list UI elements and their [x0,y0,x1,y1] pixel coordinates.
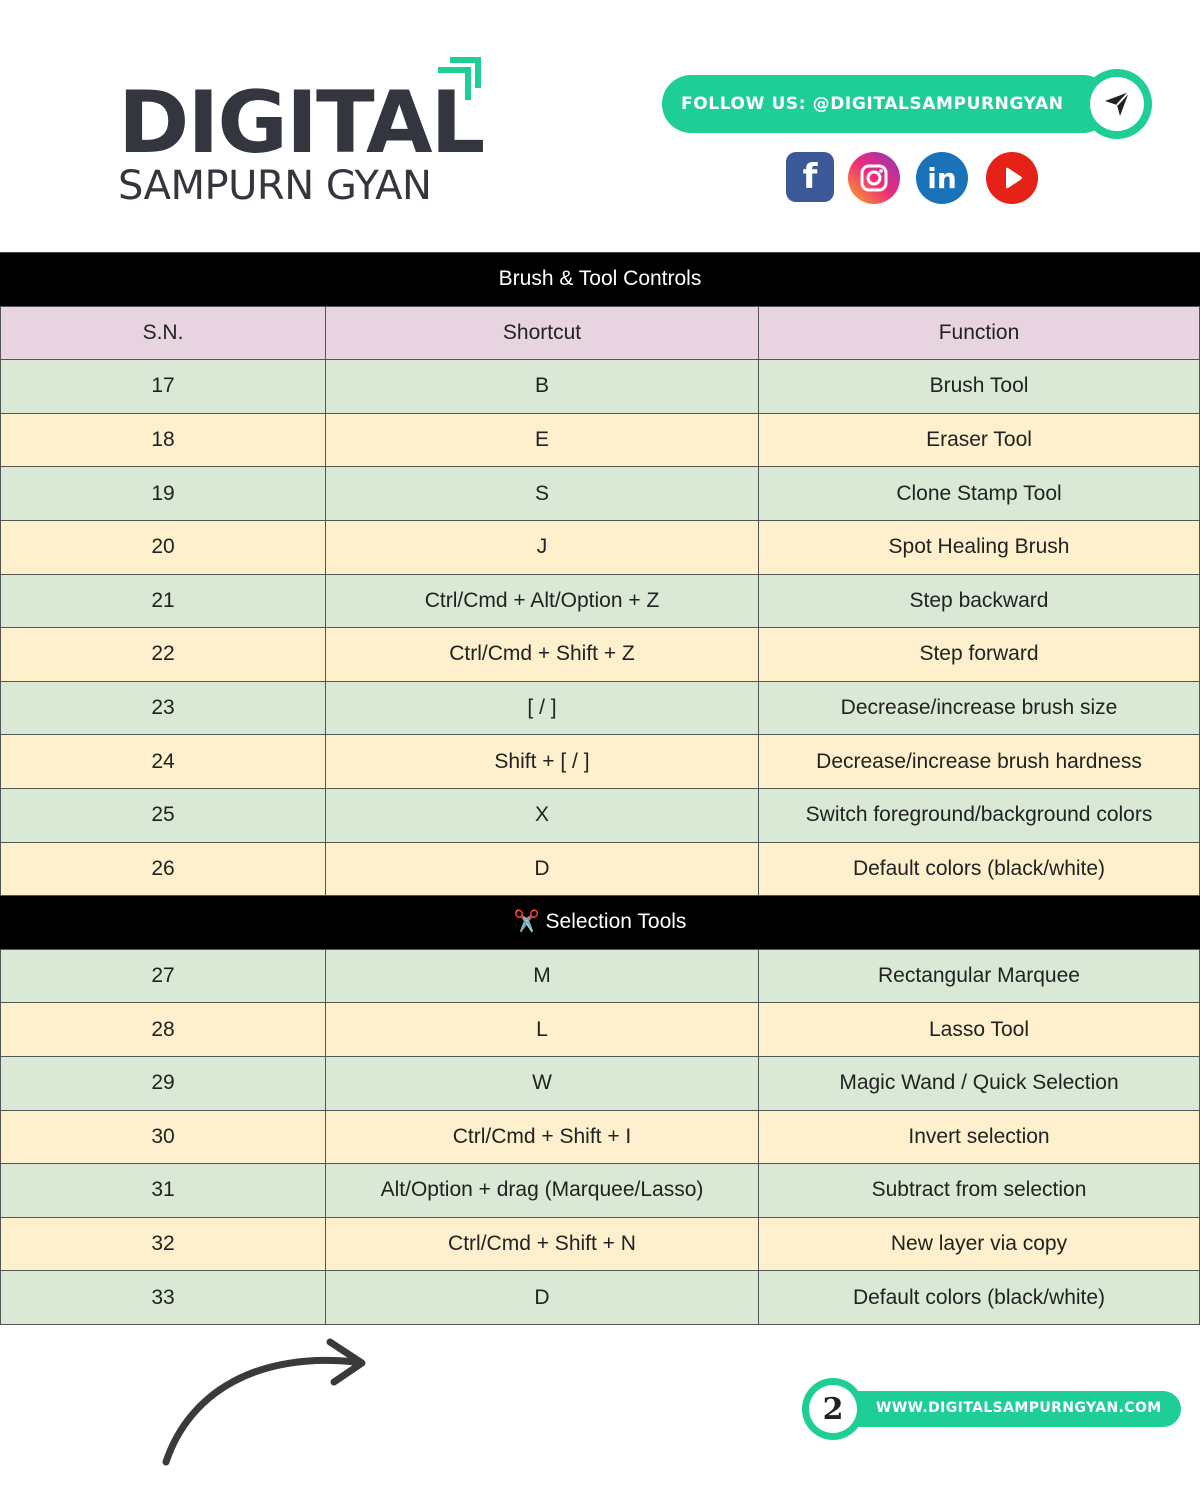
footer-badge[interactable] [800,1378,1185,1440]
table-row [0,843,1200,897]
row-function: Decrease/increase brush hardness [759,735,1200,788]
section-title: Brush & Tool Controls [498,267,702,291]
logo-subtitle: SAMPURN GYAN [118,163,432,209]
row-sn: 33 [0,1271,326,1324]
row-sn: 17 [0,360,326,413]
row-function: Switch foreground/background colors [759,789,1200,842]
row-shortcut: W [326,1057,759,1110]
row-function: Spot Healing Brush [759,521,1200,574]
row-function: Brush Tool [759,360,1200,413]
youtube-icon[interactable] [986,152,1038,204]
table-row [0,1003,1200,1057]
row-function: Default colors (black/white) [759,843,1200,896]
row-function: Step forward [759,628,1200,681]
follow-button[interactable] [1082,69,1152,139]
column-header-function: Function [759,307,1200,360]
row-shortcut: Alt/Option + drag (Marquee/Lasso) [326,1164,759,1217]
row-shortcut: L [326,1003,759,1056]
row-function: Lasso Tool [759,1003,1200,1056]
logo-wordmark: DIGITAL [118,73,484,173]
row-function: Clone Stamp Tool [759,467,1200,520]
brand-logo [116,60,496,210]
page-number-badge [802,1378,864,1440]
table-row [0,521,1200,575]
row-shortcut: Ctrl/Cmd + Shift + Z [326,628,759,681]
row-sn: 23 [0,682,326,735]
row-sn: 26 [0,843,326,896]
table-row [0,1111,1200,1165]
row-sn: 22 [0,628,326,681]
row-function: Eraser Tool [759,414,1200,467]
row-function: Default colors (black/white) [759,1271,1200,1324]
table-row [0,682,1200,736]
row-function: Step backward [759,575,1200,628]
section2-body [0,950,1200,1325]
growth-arrow-icon [428,56,484,104]
row-shortcut: D [326,1271,759,1324]
row-shortcut: Ctrl/Cmd + Alt/Option + Z [326,575,759,628]
section-header-brush [0,253,1200,307]
row-shortcut: [ / ] [326,682,759,735]
facebook-icon[interactable]: f [786,152,834,202]
table-row [0,360,1200,414]
row-sn: 31 [0,1164,326,1217]
shortcut-table [0,252,1200,1325]
row-shortcut: J [326,521,759,574]
curved-arrow-icon [150,1330,380,1480]
table-row [0,1164,1200,1218]
website-url[interactable]: WWW.DIGITALSAMPURNGYAN.COM [876,1400,1162,1416]
linkedin-icon[interactable]: in [916,152,968,204]
row-sn: 28 [0,1003,326,1056]
row-sn: 21 [0,575,326,628]
row-shortcut: S [326,467,759,520]
row-sn: 29 [0,1057,326,1110]
row-shortcut: Ctrl/Cmd + Shift + I [326,1111,759,1164]
table-row [0,1271,1200,1325]
table-row [0,1057,1200,1111]
row-sn: 27 [0,950,326,1003]
send-icon [1102,89,1132,119]
follow-us-text: FOLLOW US: @DIGITALSAMPURNGYAN [681,94,1064,114]
table-row [0,1218,1200,1272]
row-function: Invert selection [759,1111,1200,1164]
table-row [0,789,1200,843]
row-shortcut: Ctrl/Cmd + Shift + N [326,1218,759,1271]
row-shortcut: Shift + [ / ] [326,735,759,788]
column-header-shortcut: Shortcut [326,307,759,360]
row-shortcut: E [326,414,759,467]
section1-body [0,360,1200,896]
table-row [0,950,1200,1004]
row-sn: 25 [0,789,326,842]
row-shortcut: X [326,789,759,842]
section-header-selection [0,896,1200,950]
row-function: Decrease/increase brush size [759,682,1200,735]
column-header-sn: S.N. [0,307,326,360]
table-row [0,414,1200,468]
row-sn: 30 [0,1111,326,1164]
row-sn: 19 [0,467,326,520]
table-header-row [0,307,1200,361]
table-row [0,735,1200,789]
section-title: ✂️ Selection Tools [513,910,687,934]
table-row [0,467,1200,521]
table-row [0,575,1200,629]
instagram-icon[interactable] [848,152,900,204]
row-function: Rectangular Marquee [759,950,1200,1003]
row-sn: 24 [0,735,326,788]
row-function: Magic Wand / Quick Selection [759,1057,1200,1110]
row-shortcut: B [326,360,759,413]
row-function: Subtract from selection [759,1164,1200,1217]
table-row [0,628,1200,682]
page-number: 2 [809,1385,857,1433]
row-function: New layer via copy [759,1218,1200,1271]
row-sn: 32 [0,1218,326,1271]
row-shortcut: M [326,950,759,1003]
social-links [784,152,1044,206]
row-sn: 20 [0,521,326,574]
row-shortcut: D [326,843,759,896]
row-sn: 18 [0,414,326,467]
follow-us-banner[interactable] [662,75,1146,133]
